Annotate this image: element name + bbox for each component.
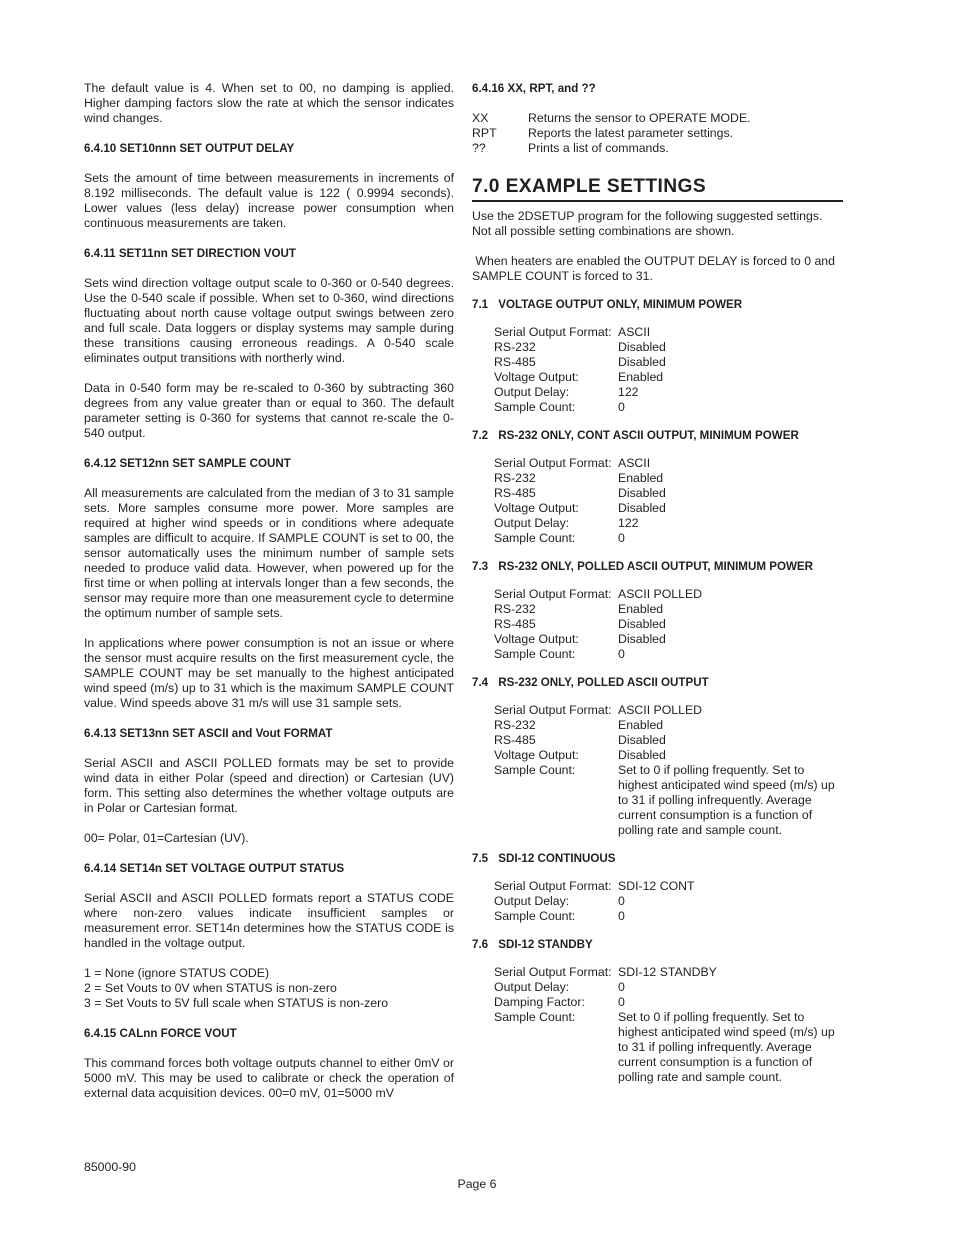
section-number: 6.4.15 <box>84 1027 117 1040</box>
setting-value: Set to 0 if polling frequently. Set to highest anticipated wind speed (m/s) up to 31 if polling infrequently. Average current consumption is a function of polling rate and sample count. <box>618 1010 835 1084</box>
section-title: VOLTAGE OUTPUT ONLY, MINIMUM POWER <box>498 298 743 311</box>
setting-key: RS-232 <box>494 718 536 732</box>
section-6-4-11-paragraph-1: Sets wind direction voltage output scale to 0-360 or 0-540 degrees. Use the 0-540 scale if possible. When set to 0-360, wind directions fluctuating about north cause voltage output swings between zero and full scale. Data loggers or display systems may sample during these transitions causing erroneous readings. A 0-540 scale eliminates output transitions with northerly wind. <box>84 276 454 365</box>
section-6-4-10-paragraph: Sets the amount of time between measurements in increments of 8.192 milliseconds. The default value is 122 ( 0.9994 seconds). Lower values (less delay) increase power consumption when continuous measurements are taken. <box>84 171 454 230</box>
setting-value: Disabled <box>618 501 666 515</box>
setting-key: Voltage Output: <box>494 501 579 515</box>
setting-key: Serial Output Format: <box>494 703 612 717</box>
setting-key: RS-485 <box>494 355 536 369</box>
setting-value: Disabled <box>618 486 666 500</box>
section-number: 6.4.12 <box>84 457 117 470</box>
section-number: 7.3 <box>472 560 489 573</box>
setting-key: Serial Output Format: <box>494 456 612 470</box>
status-code-list <box>84 966 454 1011</box>
section-6-4-13-heading <box>84 726 454 741</box>
command-name: ?? <box>472 141 486 155</box>
section-6-4-14-heading <box>84 861 454 876</box>
intro-paragraph-2: When heaters are enabled the OUTPUT DELAY is forced to 0 and SAMPLE COUNT is forced to 31. <box>472 254 839 283</box>
section-title: RS-232 ONLY, CONT ASCII OUTPUT, MINIMUM POWER <box>498 429 799 442</box>
section-number: 6.4.11 <box>84 247 116 260</box>
command-list <box>472 111 843 156</box>
section-7-5-heading <box>472 851 843 866</box>
section-number: 6.4.14 <box>84 862 117 875</box>
setting-value: Enabled <box>618 602 664 616</box>
command-description: Reports the latest parameter settings. <box>528 126 734 140</box>
setting-value: Disabled <box>618 355 666 369</box>
setting-key: Serial Output Format: <box>494 325 612 339</box>
setting-value: 0 <box>618 980 625 994</box>
setting-key: Sample Count: <box>494 1010 576 1024</box>
setting-value: ASCII POLLED <box>618 587 703 601</box>
damping-paragraph: The default value is 4. When set to 00, no damping is applied. Higher damping factors slow the rate at which the sensor indicates wind changes. <box>84 81 454 125</box>
setting-key: Damping Factor: <box>494 995 585 1009</box>
section-title: SET11nn SET DIRECTION VOUT <box>118 247 296 260</box>
settings-table-7-1 <box>494 325 843 415</box>
setting-key: Output Delay: <box>494 516 570 530</box>
page-number: Page 6 <box>457 1177 497 1191</box>
setting-value: 122 <box>618 516 639 530</box>
intro-paragraph-1: Use the 2DSETUP program for the following suggested settings. Not all possible setting combinations are shown. <box>472 209 823 238</box>
setting-key: Serial Output Format: <box>494 587 612 601</box>
section-7-3-heading <box>472 559 843 574</box>
setting-value: 122 <box>618 385 639 399</box>
setting-value: Disabled <box>618 748 666 762</box>
section-title: SDI-12 STANDBY <box>498 938 593 951</box>
document-id: 85000-90 <box>84 1160 136 1174</box>
list-item: 3 = Set Vouts to 5V full scale when STATUS is non-zero <box>84 996 389 1010</box>
heading-rule <box>472 200 843 202</box>
section-6-4-12-paragraph-1: All measurements are calculated from the median of 3 to 31 sample sets. More samples consume more power. More samples are required at higher wind speeds or in conditions where adequate samples are difficult to acquire. If SAMPLE COUNT is set to 00, the sensor automatically uses the minimum number of sample sets needed to produce valid data. However, when powered up for the first time or when polling at intervals longer than a few seconds, the sensor may require more than one measurement cycle to determine the optimum number of sample sets. <box>84 486 454 620</box>
command-description: Prints a list of commands. <box>528 141 669 155</box>
setting-value: Enabled <box>618 370 664 384</box>
section-6-4-15-paragraph: This command forces both voltage outputs channel to either 0mV or 5000 mV. This may be used to calibrate or check the operation of external data acquisition devices. 00=0 mV, 01=5000 mV <box>84 1056 454 1100</box>
setting-value: Disabled <box>618 632 666 646</box>
setting-key: RS-485 <box>494 733 536 747</box>
setting-key: RS-485 <box>494 617 536 631</box>
section-title: RS-232 ONLY, POLLED ASCII OUTPUT, MINIMUM POWER <box>498 560 814 573</box>
setting-key: Sample Count: <box>494 400 576 414</box>
section-number: 7.6 <box>472 938 489 951</box>
section-title: CALnn FORCE VOUT <box>119 1027 237 1040</box>
section-number: 7.1 <box>472 298 489 311</box>
setting-value: Disabled <box>618 617 666 631</box>
setting-key: Sample Count: <box>494 909 576 923</box>
setting-key: RS-485 <box>494 486 536 500</box>
command-row <box>472 141 843 156</box>
setting-value: 0 <box>618 909 625 923</box>
setting-value: 0 <box>618 531 625 545</box>
section-6-4-16-heading: 6.4.16 XX, RPT, and ?? <box>472 82 596 95</box>
section-6-4-13-paragraph-2: 00= Polar, 01=Cartesian (UV). <box>84 831 249 845</box>
section-number: 7.4 <box>472 676 489 689</box>
section-title: SET12nn SET SAMPLE COUNT <box>119 457 291 470</box>
settings-table-7-4 <box>494 703 843 838</box>
section-7-1-heading <box>472 297 843 312</box>
setting-key: Serial Output Format: <box>494 965 612 979</box>
section-title: SET14n SET VOLTAGE OUTPUT STATUS <box>119 862 345 875</box>
setting-value: Enabled <box>618 718 664 732</box>
section-number: 7.5 <box>472 852 489 865</box>
setting-value: ASCII <box>618 325 651 339</box>
section-6-4-11-paragraph-2: Data in 0-540 form may be re-scaled to 0-360 by subtracting 360 degrees from any value greater than or equal to 360. The default parameter setting is 0-360 for systems that cannot re-scale the 0-540 output. <box>84 381 454 440</box>
list-item: 1 = None (ignore STATUS CODE) <box>84 966 270 980</box>
setting-key: Sample Count: <box>494 763 576 777</box>
example-settings-heading: 7.0 EXAMPLE SETTINGS <box>472 176 707 197</box>
section-title: SET10nnn SET OUTPUT DELAY <box>119 142 295 155</box>
setting-key: RS-232 <box>494 602 536 616</box>
setting-key: Voltage Output: <box>494 632 579 646</box>
section-6-4-15-heading <box>84 1026 454 1041</box>
section-title: RS-232 ONLY, POLLED ASCII OUTPUT <box>498 676 709 689</box>
command-description: Returns the sensor to OPERATE MODE. <box>528 111 751 125</box>
section-6-4-11-heading <box>84 246 454 261</box>
setting-key: Sample Count: <box>494 647 576 661</box>
settings-table-7-5 <box>494 879 843 924</box>
setting-key: RS-232 <box>494 340 536 354</box>
setting-value: ASCII <box>618 456 651 470</box>
list-item: 2 = Set Vouts to 0V when STATUS is non-zero <box>84 981 337 995</box>
section-6-4-12-heading <box>84 456 454 471</box>
section-number: 6.4.10 <box>84 142 117 155</box>
setting-value: ASCII POLLED <box>618 703 703 717</box>
settings-table-7-3 <box>494 587 843 662</box>
section-7-2-heading <box>472 428 843 443</box>
setting-key: Sample Count: <box>494 531 576 545</box>
command-row <box>472 111 843 126</box>
setting-key: Output Delay: <box>494 894 570 908</box>
setting-value: 0 <box>618 995 625 1009</box>
setting-value: Enabled <box>618 471 664 485</box>
setting-value: Disabled <box>618 340 666 354</box>
section-title: SDI-12 CONTINUOUS <box>498 852 616 865</box>
section-title: SET13nn SET ASCII and Vout FORMAT <box>119 727 333 740</box>
setting-value: 0 <box>618 400 625 414</box>
command-row <box>472 126 843 141</box>
command-name: XX <box>472 111 489 125</box>
setting-key: Output Delay: <box>494 980 570 994</box>
section-number: 7.2 <box>472 429 489 442</box>
setting-value: SDI-12 CONT <box>618 879 695 893</box>
settings-table-7-2 <box>494 456 843 546</box>
section-7-4-heading <box>472 675 843 690</box>
section-6-4-13-paragraph-1: Serial ASCII and ASCII POLLED formats may be set to provide wind data in either Polar (speed and direction) or Cartesian (UV) form. This setting also determines the whether voltage outputs are in Polar or Cartesian format. <box>84 756 454 815</box>
setting-value: 0 <box>618 647 625 661</box>
section-6-4-14-paragraph: Serial ASCII and ASCII POLLED formats report a STATUS CODE where non-zero values indicate insufficient samples or measurement error. SET14n determines how the STATUS CODE is handled in the voltage output. <box>84 891 454 950</box>
left-column <box>84 81 454 1101</box>
section-number: 6.4.13 <box>84 727 117 740</box>
right-column <box>472 81 843 1085</box>
section-7-6-heading <box>472 937 843 952</box>
section-6-4-10-heading <box>84 141 454 156</box>
setting-key: Serial Output Format: <box>494 879 612 893</box>
setting-value: SDI-12 STANDBY <box>618 965 717 979</box>
setting-key: Voltage Output: <box>494 748 579 762</box>
setting-value: Set to 0 if polling frequently. Set to highest anticipated wind speed (m/s) up to 31 if polling infrequently. Average current consumption is a function of polling rate and sample count. <box>618 763 835 837</box>
setting-key: Output Delay: <box>494 385 570 399</box>
setting-key: RS-232 <box>494 471 536 485</box>
section-6-4-12-paragraph-2: In applications where power consumption is not an issue or where the sensor must acquire results on the first measurement cycle, the SAMPLE COUNT may be set manually to the highest anticipated wind speed (m/s) up to 31 which is the maximum SAMPLE COUNT value. Wind speeds above 31 m/s will use 31 sample sets. <box>84 636 454 710</box>
setting-value: Disabled <box>618 733 666 747</box>
setting-value: 0 <box>618 894 625 908</box>
setting-key: Voltage Output: <box>494 370 579 384</box>
command-name: RPT <box>472 126 497 140</box>
settings-table-7-6 <box>494 965 843 1085</box>
